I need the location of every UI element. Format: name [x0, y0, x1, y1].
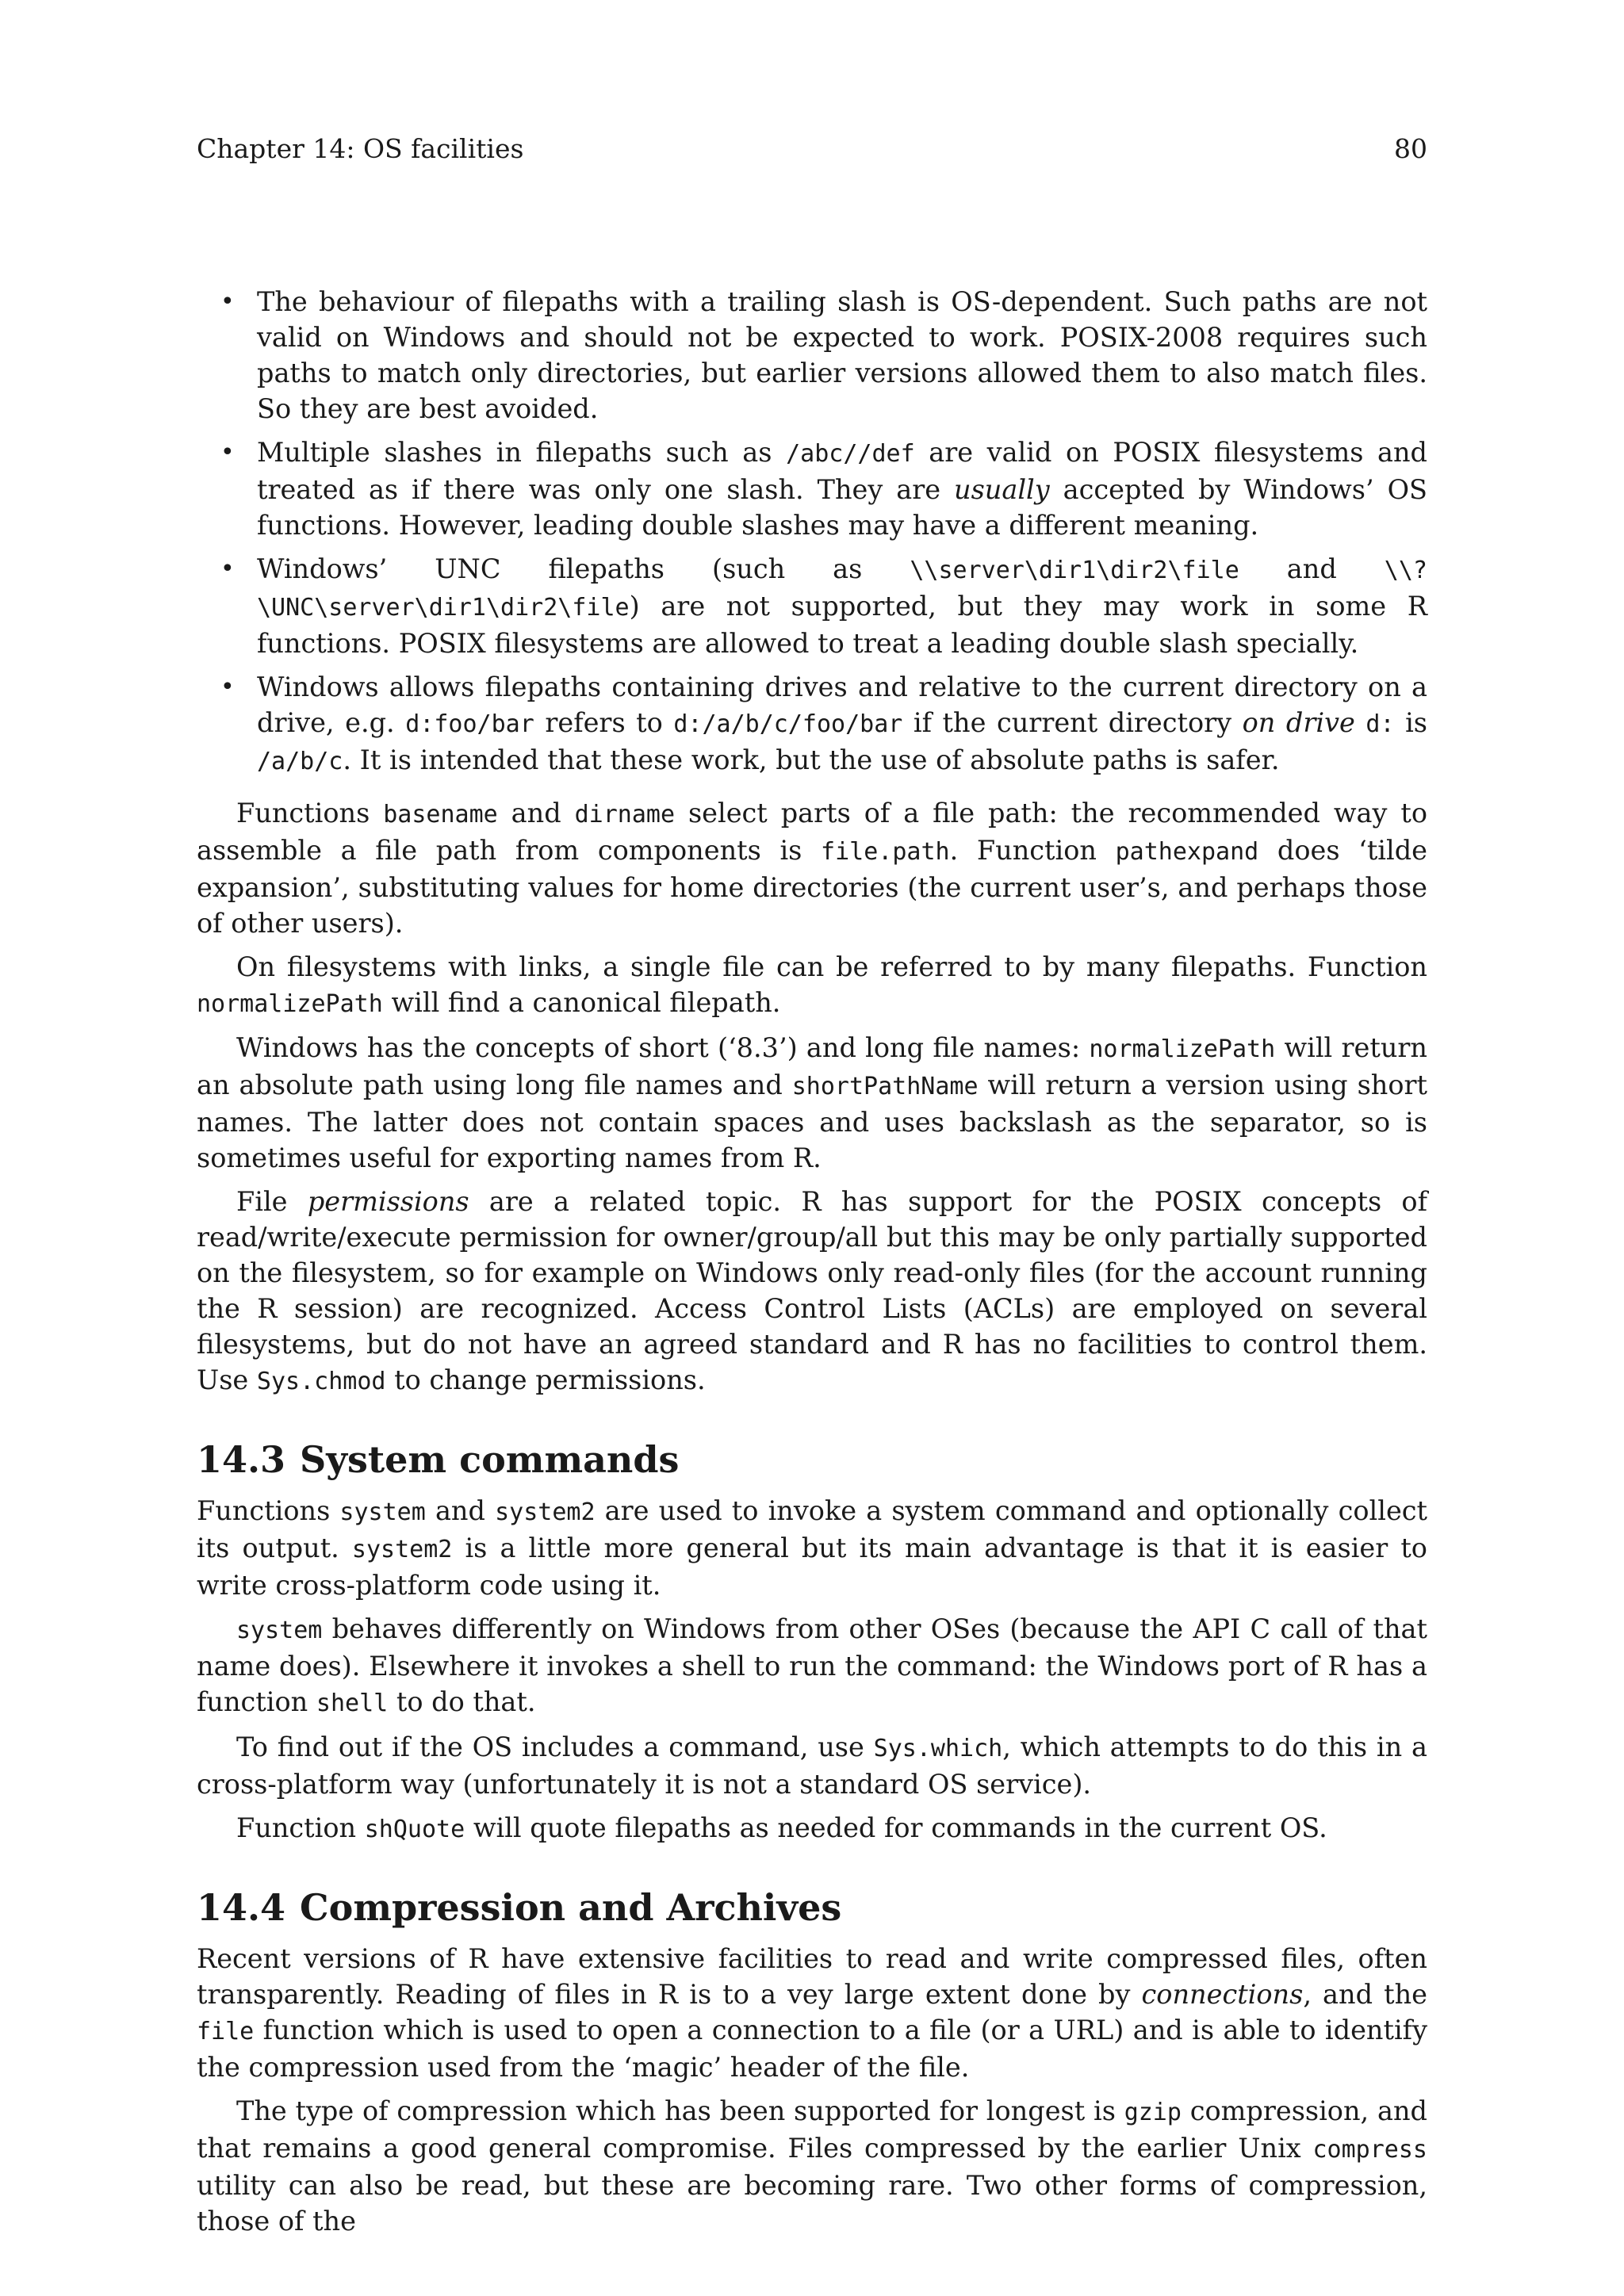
inline-code: Sys.which: [873, 1735, 1003, 1762]
paragraph: Function shQuote will quote filepaths as needed for commands in the current OS.: [236, 1812, 1327, 1843]
page-number: 80: [1394, 133, 1427, 164]
inline-code: d:foo/bar: [405, 710, 534, 738]
section-number: 14.3: [197, 1438, 286, 1481]
paragraph: system behaves differently on Windows from other OSes (because the API C call of that name does). Elsewhere it invokes a shell to run the command: the Windows port of R has a function shell to do that.: [197, 1613, 1427, 1717]
paragraph: File permissions are a related topic. R has support for the POSIX concepts of read/write/execute permission for owner/group/all but this may be only partially supported on the filesystem, so for example on Windows only read-only files (for the account running the R session) are recognized. Access Control Lists (ACLs) are employed on several filesystems, but do not have an agreed standard and R has no facilities to control them. Use Sys.chmod to change permissions.: [197, 1186, 1428, 1395]
chapter-title: Chapter 14: OS facilities: [197, 133, 524, 164]
list-item: [197, 551, 1427, 661]
paragraph: Windows has the concepts of short (‘8.3’) and long file names: normalizePath will return an absolute path using long file names and shortPathName will return a version using short names. The latter does not contain spaces and uses backslash as the separator, so is sometimes useful for exporting names from R.: [197, 1032, 1427, 1173]
inline-code: system: [236, 1617, 323, 1644]
inline-code: gzip: [1124, 2099, 1182, 2126]
section-heading-compression-archives: [197, 1885, 1427, 1930]
inline-code: system2: [495, 1498, 596, 1526]
paragraph: Functions basename and dirname select parts of a file path: the recommended way to assemble a file path from components is file.path. Function pathexpand does ‘tilde expansion’, substituting values for home directories (the current user’s, and perhaps those of other users).: [197, 798, 1428, 939]
list-item-text: The behaviour of filepaths with a trailing slash is OS-dependent. Such paths are not valid on Windows and should not be expected to work. POSIX-2008 requires such paths to match only directories, but earlier versions allowed them to also match files. So they are best avoided.: [257, 286, 1427, 424]
running-header: [197, 133, 1427, 165]
inline-code: dirname: [574, 801, 676, 828]
filepath-notes-list: [197, 284, 1427, 779]
inline-code: /abc//def: [786, 440, 915, 468]
list-item: [197, 669, 1427, 779]
inline-code: d:/a/b/c/foo/bar: [673, 710, 903, 738]
bullet-icon: •: [220, 288, 235, 316]
inline-code: shell: [316, 1689, 389, 1717]
list-item-text: Windows’ UNC filepaths (such as \\server\dir1\dir2\file and \\?\UNC\server\dir1\dir2\file) are not supported, but they may work in some R functions. POSIX filesystems are allowed to treat a leading double slash specially.: [257, 553, 1427, 659]
inline-code: \\server\dir1\dir2\file: [910, 557, 1239, 584]
paragraph: On filesystems with links, a single file can be referred to by many filepaths. Function normalizePath will find a canonical filepath.: [197, 951, 1427, 1018]
section-title: System commands: [300, 1438, 680, 1481]
inline-code: d:: [1365, 710, 1395, 738]
inline-code: /a/b/c: [257, 748, 343, 775]
emphasis: permissions: [307, 1186, 469, 1217]
paragraph: Functions system and system2 are used to invoke a system command and optionally collect its output. system2 is a little more general but its main advantage is that it is easier to write cross-platform code using it.: [197, 1495, 1427, 1601]
list-item-text: Windows allows filepaths containing drives and relative to the current directory on a drive, e.g. d:foo/bar refers to d:/a/b/c/foo/bar if the current directory on drive d: is /a/b/c. It is intended that these work, but the use of absolute paths is safer.: [257, 672, 1427, 775]
inline-code: normalizePath: [197, 990, 383, 1018]
section-title: Compression and Archives: [300, 1886, 842, 1929]
bullet-icon: •: [220, 673, 235, 701]
paragraph: Recent versions of R have extensive facilities to read and write compressed files, often transparently. Reading of files in R is to a vey large extent done by connections, and the file function which is used to open a connection to a file (or a URL) and is able to identify the compression used from the ‘magic’ header of the file.: [197, 1943, 1427, 2083]
inline-code: \\?\UNC\server\dir1\dir2\file: [257, 557, 1427, 622]
bullet-icon: •: [220, 438, 235, 466]
inline-code: file.path: [821, 838, 950, 866]
list-item: [197, 434, 1427, 543]
inline-code: compress: [1312, 2136, 1427, 2164]
emphasis: on drive: [1242, 707, 1355, 738]
bullet-icon: •: [220, 555, 235, 583]
inline-code: system2: [351, 1536, 453, 1563]
inline-code: Sys.chmod: [256, 1368, 386, 1395]
inline-code: shortPathName: [791, 1073, 979, 1100]
list-item: [197, 284, 1427, 427]
inline-code: shQuote: [364, 1816, 465, 1843]
inline-code: pathexpand: [1115, 838, 1259, 866]
list-item-text: Multiple slashes in filepaths such as /abc//def are valid on POSIX filesystems and treated as if there was only one slash. They are usually accepted by Windows’ OS functions. However, leading double slashes may have a different meaning.: [257, 437, 1427, 541]
emphasis: connections: [1141, 1979, 1304, 2010]
inline-code: normalizePath: [1089, 1035, 1276, 1063]
inline-code: system: [339, 1498, 426, 1526]
emphasis: usually: [954, 474, 1050, 505]
section-number: 14.4: [197, 1886, 286, 1929]
inline-code: basename: [383, 801, 498, 828]
paragraph: The type of compression which has been supported for longest is gzip compression, and that remains a good general compromise. Files compressed by the earlier Unix compress utility can also be read, but these are becoming rare. Two other forms of compression, those of the: [197, 2095, 1427, 2237]
section-heading-system-commands: [197, 1437, 1427, 1482]
inline-code: file: [197, 2018, 255, 2045]
page-body: [197, 284, 1427, 2247]
paragraph: To find out if the OS includes a command, use Sys.which, which attempts to do this in a cross-platform way (unfortunately it is not a standard OS service).: [197, 1732, 1427, 1800]
